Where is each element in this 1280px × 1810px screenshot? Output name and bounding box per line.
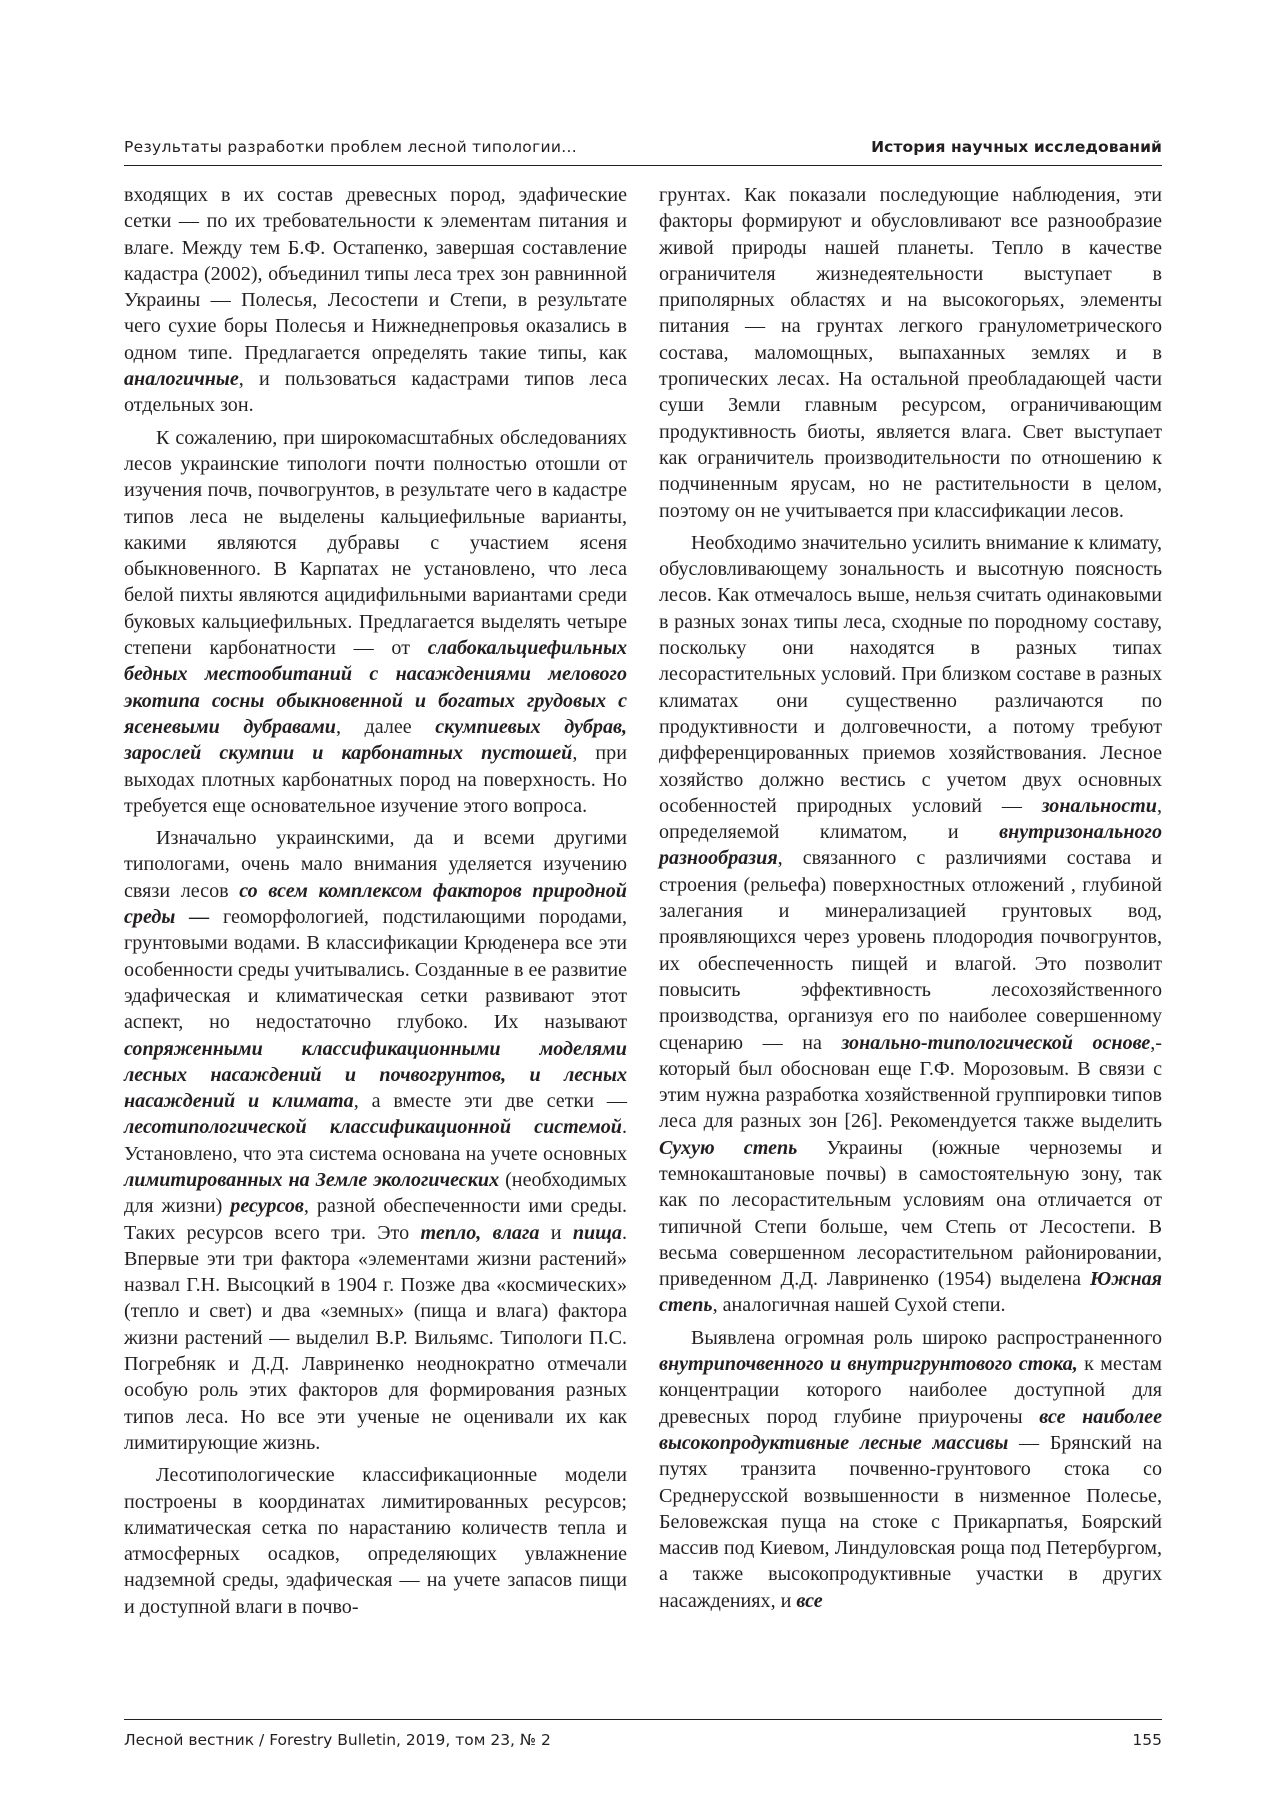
text-run: К сожалению, при широкомасштабных обследованиях лесов украинские типологи почти полностью отошли от изучения почв, почвогрунтов, в результате чего в кадастре типов леса не выделены кальциефильные варианты, какими являются дубравы с участием ясеня обыкновенного. В Карпатах не установлено, что леса белой пихты являются ацидифильными вариантами среди буковых кальциефильных. Предлагается выделять четыре степени карбонатности — от: [124, 426, 627, 660]
bold-italic-run: [796, 1590, 822, 1612]
text-run: грунтах. Как показали последующие наблюдения, эти факторы формируют и обусловливают все разнообразие живой природы нашей планеты. Тепло в качестве ограничителя жизнедеятельности выступает в приполярных областях и на высокогорьях, элементы питания — на грунтах легкого гранулометрического состава, маломощных, выпаханных землях и в тропических лесах. На остальной преобладающей части суши Земли главным ресурсом, ограничивающим продуктивность биоты, является влага. Свет выступает как ограничитель производительности по отношению к подчиненным ярусам, но не растительности в целом, поэтому он не учитывается при классификации лесов.: [659, 184, 1162, 522]
emphasis-term: внутризонального разнообразия: [659, 821, 1162, 870]
text-run: , аналогичная нашей Сухой степи.: [712, 1294, 1006, 1317]
paragraph: [659, 1325, 1162, 1614]
emphasis-term: сопряженными классификационными моделями лесных насаждений и почвогрунтов, и лесных насаждений и климата: [124, 1037, 627, 1113]
text-run: . Установлено, что эта система основана на учете основных: [124, 1116, 627, 1165]
text-run: Лесотипологические классификационные модели построены в координатах лимитированных ресурсов; климатическая сетка по нарастанию количеств тепла и атмосферных осадков, определяющих увлажнение надземной среды, эдафическая — на учете запасов пищи и доступной влаги в почво-: [124, 1464, 627, 1618]
page-number: 155: [1132, 1731, 1162, 1749]
bold-italic-run: [124, 368, 239, 390]
emphasis-term: все: [796, 1589, 823, 1612]
bold-italic-run: [1042, 795, 1157, 817]
emphasis-term: внутрипочвенного и внутригрунтового стока,: [659, 1353, 1078, 1376]
text-run: Выявлена огромная роль широко распространенного: [691, 1326, 1162, 1349]
text-run: , определяемой климатом, и: [659, 794, 1162, 844]
text-run: . Впервые эти три фактора «элементами жизни растений» назвал Г.Н. Высоцкий в 1904 г. Позже два «космических» (тепло и свет) и два «земных» (пища и влага) фактора жизни растений — выделил В.Р. Вильямс. Типологи П.С. Погребняк и Д.Д. Лавриненко неоднократно отмечали особую роль этих факторов для формирования разных типов леса. Но все эти ученые не оценивали их как лимитирующие жизнь.: [124, 1221, 627, 1454]
emphasis-term: скумпиевых дубрав, зарослей скумпии и карбонатных пустошей: [124, 715, 627, 765]
bold-italic-run: [124, 1169, 499, 1191]
text-run: — Брянский на путях транзита почвенно-грунтового стока со Среднерусской возвышенности в низменное Полесье, Беловежская пуща на стоке с Прикарпатья, Боярский массив под Киевом, Линдуловская роща под Петербургом, а также высокопродуктивные участки в других насаждениях, и: [659, 1431, 1163, 1612]
footer-rule: [124, 1719, 1162, 1720]
bold-italic-run: [659, 1137, 797, 1159]
running-header-section: История научных исследований: [871, 138, 1162, 156]
paragraph: [124, 182, 627, 419]
running-header: [124, 138, 1162, 156]
emphasis-term: зонально-типологической основе: [841, 1031, 1151, 1054]
text-run: (необходимых для жизни): [124, 1168, 627, 1218]
header-rule: [124, 165, 1162, 166]
emphasis-term: пища: [572, 1221, 622, 1244]
bold-italic-run: [420, 1222, 539, 1244]
paragraph: [124, 825, 627, 1456]
text-run: , далее: [335, 715, 436, 738]
emphasis-term: лимитированных на Земле экологических: [124, 1168, 500, 1191]
text-run: , связанного с различиями состава и строения (рельефа) поверхностных отложений , глубиной залегания и минерализацией грунтовых вод, проявляющихся через уровень плодородия почвогрунтов, их обеспеченность пищей и влагой. Это позволит повысить эффективность лесохозяйственного производства, организуя его по наиболее совершенному сценарию — на: [659, 847, 1162, 1054]
emphasis-term: тепло, влага: [420, 1221, 540, 1244]
emphasis-term: лесотипологической классификационной системой: [124, 1116, 622, 1139]
emphasis-term: зональности: [1041, 794, 1157, 817]
text-run: Необходимо значительно усилить внимание к климату, обусловливающему зональность и высотную поясность лесов. Как отмечалось выше, нельзя считать одинаковыми в разных зонах типы леса, сходные по породному составу, поскольку они находятся в разных типах лесорастительных условий. При близком составе в разных климатах они существенно различаются по продуктивности и долговечности, а потому требуют дифференцированных приемов хозяйствования. Лесное хозяйство должно вестись с учетом двух основных особенностей природных условий —: [659, 531, 1162, 817]
emphasis-term: Южная степь: [659, 1268, 1162, 1317]
bold-italic-run: [659, 1353, 1078, 1375]
emphasis-term: ресурсов: [230, 1195, 304, 1218]
text-column-left: [124, 182, 627, 1626]
bold-italic-run: [124, 1116, 622, 1138]
bold-italic-run: [841, 1032, 1150, 1054]
emphasis-term: слабокальциефильных бедных местообитаний с насаждениями мелового экотипа сосны обыкновенной и богатых грудовых с ясеневыми дубравами: [124, 637, 627, 738]
bold-italic-run: [230, 1195, 304, 1217]
bold-italic-run: [573, 1222, 622, 1244]
text-run: , при выходах плотных карбонатных пород на поверхность. Но требуется еще основательное изучение этого вопроса.: [124, 742, 627, 817]
running-header-title: Результаты разработки проблем лесной типологии...: [124, 138, 577, 156]
text-run: , и пользоваться кадастрами типов леса отдельных зон.: [124, 368, 627, 417]
paragraph: [659, 530, 1162, 1319]
emphasis-term: со всем комплексом факторов природной среды —: [124, 879, 627, 929]
text-run: Украины (южные черноземы и темнокаштановые почвы) в самостоятельную зону, так как по лесорастительным условиям она отличается от типичной Степи больше, чем Степь от Лесостепи. В весьма совершенном лесорастительном районировании, приведенном Д.Д. Лавриненко (1954) выделена: [659, 1136, 1162, 1291]
journal-citation: Лесной вестник / Forestry Bulletin, 2019, том 23, № 2: [124, 1731, 551, 1749]
text-run: , а вместе эти две сетки —: [353, 1090, 627, 1113]
text-run: и: [539, 1221, 573, 1244]
paragraph: [124, 425, 627, 819]
emphasis-term: аналогичные: [124, 368, 239, 391]
emphasis-term: все наиболее высокопродуктивные лесные массивы: [659, 1405, 1162, 1454]
text-run: ,- который был обоснован еще Г.Ф. Морозовым. В связи с этим нужна разработка хозяйственной группировки типов леса для разных зон [26]. Рекомендуется также выделить: [659, 1031, 1162, 1133]
paragraph: [124, 1462, 627, 1620]
text-run: входящих в их состав древесных пород, эдафические сетки — по их требовательности к элементам питания и влаге. Между тем Б.Ф. Остапенко, завершая составление кадастра (2002), объединил типы леса трех зон равнинной Украины — Полесья, Лесостепи и Степи, в результате чего сухие боры Полесья и Нижнеднепровья оказались в одном типе. Предлагается определять такие типы, как: [124, 184, 627, 364]
text-run: к местам концентрации которого наиболее доступной для древесных пород глубине приурочены: [659, 1353, 1162, 1428]
text-column-right: [659, 182, 1162, 1620]
text-run: геоморфологией, подстилающими породами, грунтовыми водами. В классификации Крюденера все эти особенности среды учитывались. Созданные в ее развитие эдафическая и климатическая сетки развивают этот аспект, но недостаточно глубоко. Их называют: [124, 906, 627, 1034]
emphasis-term: Сухую степь: [659, 1136, 798, 1159]
running-footer: [124, 1731, 1162, 1749]
paragraph: [659, 182, 1162, 524]
text-run: , разной обеспеченности ими среды. Таких ресурсов всего три. Это: [124, 1195, 627, 1244]
text-run: Изначально украинскими, да и всеми другими типологами, очень мало внимания уделяется изучению связи лесов: [124, 827, 627, 902]
